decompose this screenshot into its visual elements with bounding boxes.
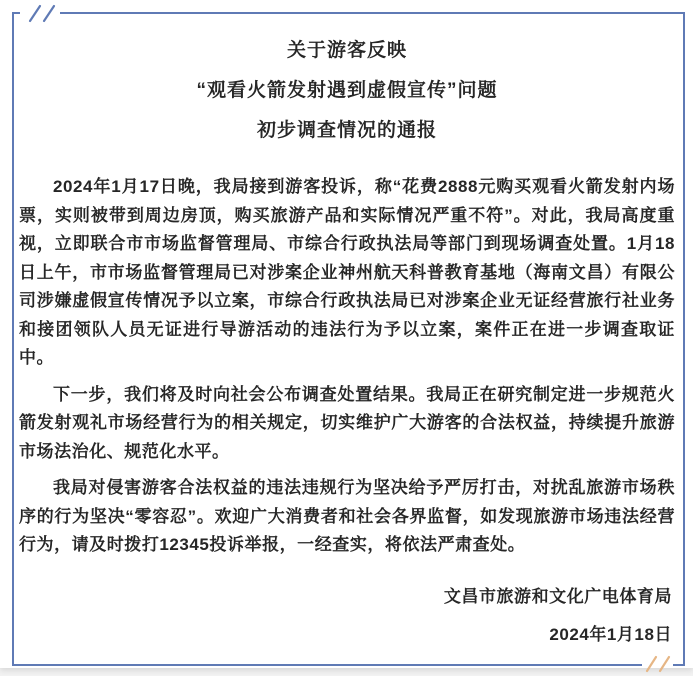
signature-date: 2024年1月18日 (549, 624, 672, 644)
title-line-2: “观看火箭发射遇到虚假宣传”问题 (196, 80, 498, 101)
signature-organization: 文昌市旅游和文化广电体育局 (443, 586, 672, 606)
title-line-1: 关于游客反映 (286, 40, 407, 61)
title-line-3: 初步调查情况的通报 (256, 120, 437, 141)
signature-block (19, 582, 675, 650)
body-paragraph: 下一步，我们将及时向社会公布调查处置结果。我局正在研究制定进一步规范火箭发射观礼市场经营行为的相关规定，切实维护广大游客的合法权益，持续提升旅游市场法治化、规范化水平。 (19, 384, 675, 461)
body-paragraph: 2024年1月17日晚，我局接到游客投诉，称“花费2888元购买观看火箭发射内场票，实则被带到周边房顶，购买旅游产品和实际情况严重不符”。对此，我局高度重视，立即联合市市场监督管理局、市综合行政执法局等部门到现场调查处置。1月18日上午，市市场监督管理局已对涉案企业神州航天科普教育基地（海南文昌）有限公司涉嫌虚假宣传情况予以立案，市综合行政执法局已对涉案企业无证经营旅行社业务和接团领队人员无证进行导游活动的违法行为予以立案，案件正在进一步调查取证中。 (19, 177, 675, 367)
document-body (19, 173, 675, 560)
notice-document (19, 0, 675, 650)
body-paragraph: 我局对侵害游客合法权益的违法违规行为坚决给予严厉打击，对扰乱旅游市场秩序的行为坚决“零容忍”。欢迎广大消费者和社会各界监督，如发现旅游市场违法经营行为，请及时拨打12345投诉举报，一经查实，将依法严肃查处。 (19, 478, 675, 554)
double-slash-icon (647, 657, 669, 671)
document-title (19, 31, 675, 151)
